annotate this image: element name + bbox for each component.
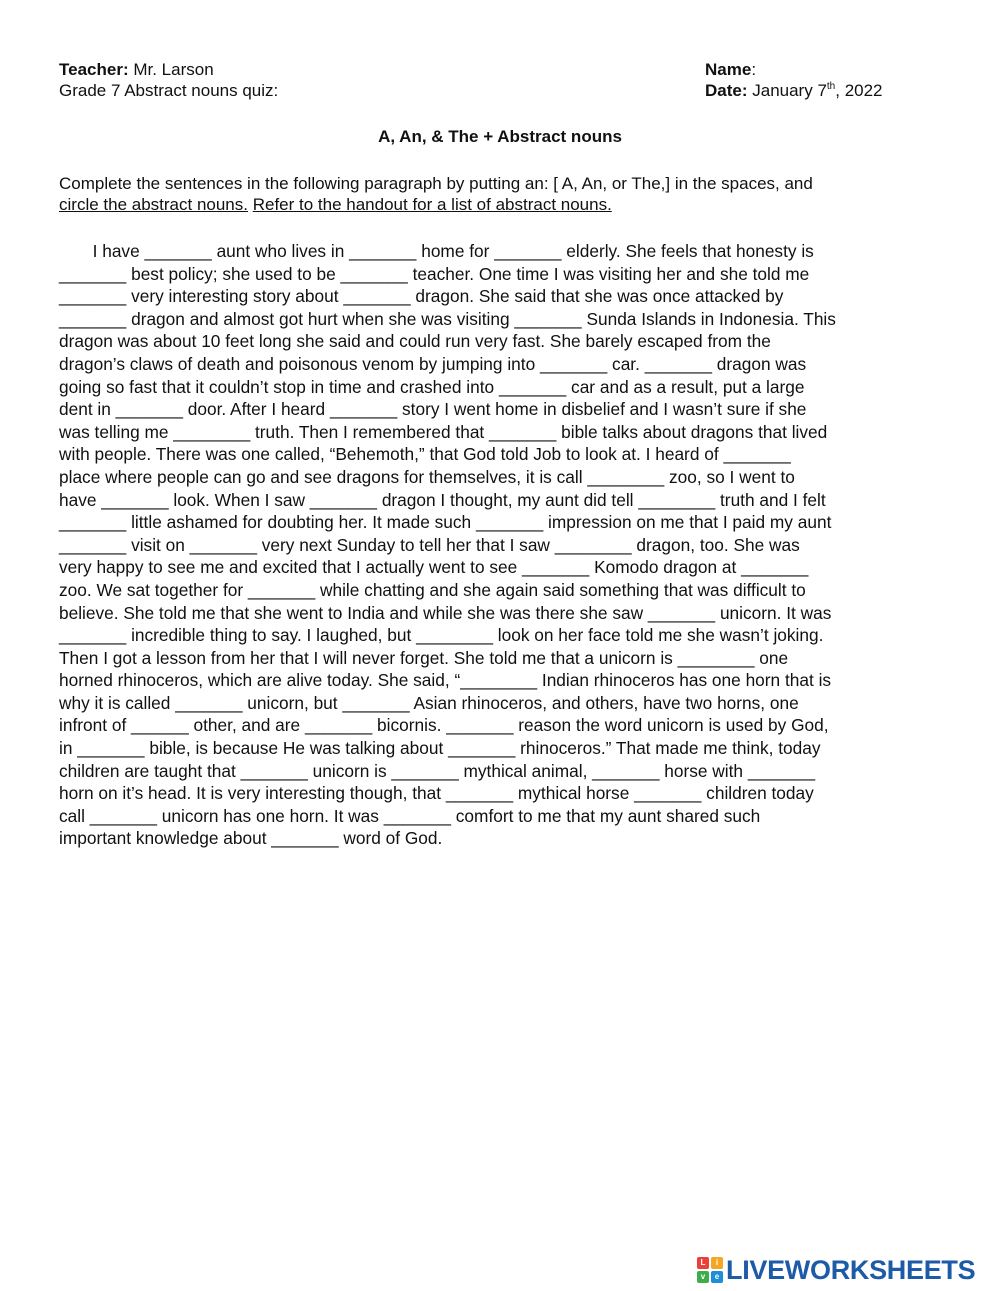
paragraph-line: children are taught that _______ unicorn is _______ mythical animal, _______ horse with _______: [59, 760, 816, 781]
date-year: , 2022: [835, 81, 883, 100]
logo-mark-tile: v: [697, 1271, 709, 1283]
paragraph-line: very happy to see me and excited that I actually went to see _______ Komodo dragon at _______: [59, 557, 809, 578]
paragraph-line: zoo. We sat together for _______ while chatting and she again said something that was difficult to: [59, 579, 806, 600]
paragraph-line: was telling me ________ truth. Then I remembered that _______ bible talks about dragons that lived: [59, 421, 828, 442]
date-value: January 7: [747, 81, 827, 100]
quiz-title: Grade 7 Abstract nouns quiz:: [59, 81, 279, 100]
paragraph-line: _______ very interesting story about _______ dragon. She said that she was once attacked by: [59, 286, 784, 307]
name-colon: :: [751, 60, 757, 79]
teacher-value: Mr. Larson: [128, 60, 214, 79]
paragraph-line: horned rhinoceros, which are alive today. She said, “________ Indian rhinoceros has one horn that is: [59, 670, 832, 691]
name-line: [705, 59, 883, 80]
instructions-line-2: [59, 194, 949, 215]
paragraph-line: infront of ______ other, and are _______ bicornis. _______ reason the word unicorn is used by God,: [59, 715, 829, 736]
paragraph-line: Then I got a lesson from her that I will never forget. She told me that a unicorn is ________ one: [59, 647, 789, 668]
header-right: [705, 59, 883, 101]
date-ordinal: th: [826, 81, 836, 92]
paragraph-line: important knowledge about _______ word of God.: [59, 828, 443, 849]
paragraph-line: dent in _______ door. After I heard _______ story I went home in disbelief and I wasn’t sure if she: [59, 399, 807, 420]
instructions-handout-note: Refer to the handout for a list of abstract nouns.: [252, 195, 612, 214]
story-paragraph: [59, 240, 949, 850]
name-label: Name: [705, 60, 752, 79]
date-line: [705, 80, 883, 101]
paragraph-line: call _______ unicorn has one horn. It was _______ comfort to me that my aunt shared such: [59, 805, 761, 826]
paragraph-line: place where people can go and see dragons for themselves, it is call ________ zoo, so I went to: [59, 466, 795, 487]
paragraph-line: with people. There was one called, “Behemoth,” that God told Job to look at. I heard of _______: [59, 444, 791, 465]
paragraph-line: dragon’s claws of death and poisonous venom by jumping into _______ car. _______ dragon was: [59, 353, 807, 374]
teacher-line: [59, 59, 278, 80]
header-left: [59, 59, 278, 101]
teacher-label: Teacher:: [59, 60, 129, 79]
paragraph-line: have _______ look. When I saw _______ dragon I thought, my aunt did tell ________ truth and I felt: [59, 489, 826, 510]
paragraph-line: going so fast that it couldn’t stop in time and crashed into _______ car and as a result, put a large: [59, 376, 805, 397]
paragraph-line: _______ visit on _______ very next Sunday to tell her that I saw ________ dragon, too. She was: [59, 534, 800, 555]
paragraph-line: in _______ bible, is because He was talking about _______ rhinoceros.” That made me think, today: [59, 738, 821, 759]
paragraph-line: why it is called _______ unicorn, but _______ Asian rhinoceros, and others, have two horns, one: [59, 692, 799, 713]
instructions-circle-note: circle the abstract nouns.: [59, 195, 248, 214]
page-title: A, An, & The + Abstract nouns: [378, 127, 622, 146]
liveworksheets-logo: [697, 1256, 975, 1284]
liveworksheets-logo-text: LIVEWORKSHEETS: [726, 1254, 976, 1285]
paragraph-line: _______ little ashamed for doubting her. It made such _______ impression on me that I paid my aunt: [59, 512, 832, 533]
paragraph-line: believe. She told me that she went to India and while she was there she saw _______ unicorn. It was: [59, 602, 832, 623]
instructions: [59, 173, 949, 215]
logo-mark-tile: e: [711, 1271, 723, 1283]
instructions-line-1: Complete the sentences in the following paragraph by putting an: [ A, An, or The,] in the spaces, and: [59, 174, 813, 193]
paragraph-line: I have _______ aunt who lives in _______ home for _______ elderly. She feels that honesty is: [59, 241, 814, 261]
date-label: Date:: [705, 81, 748, 100]
paragraph-line: horn on it’s head. It is very interesting though, that _______ mythical horse _______ children today: [59, 783, 814, 804]
paragraph-line: dragon was about 10 feet long she said and could run very fast. She barely escaped from the: [59, 331, 771, 352]
liveworksheets-logo-icon: [697, 1257, 723, 1283]
logo-mark-tile: i: [711, 1257, 723, 1269]
paragraph-line: _______ incredible thing to say. I laughed, but ________ look on her face told me she wasn’t joking.: [59, 625, 824, 646]
paragraph-line: _______ dragon and almost got hurt when she was visiting _______ Sunda Islands in Indonesia. This: [59, 308, 836, 329]
paragraph-line: _______ best policy; she used to be _______ teacher. One time I was visiting her and she told me: [59, 263, 810, 284]
logo-mark-tile: L: [697, 1257, 709, 1269]
